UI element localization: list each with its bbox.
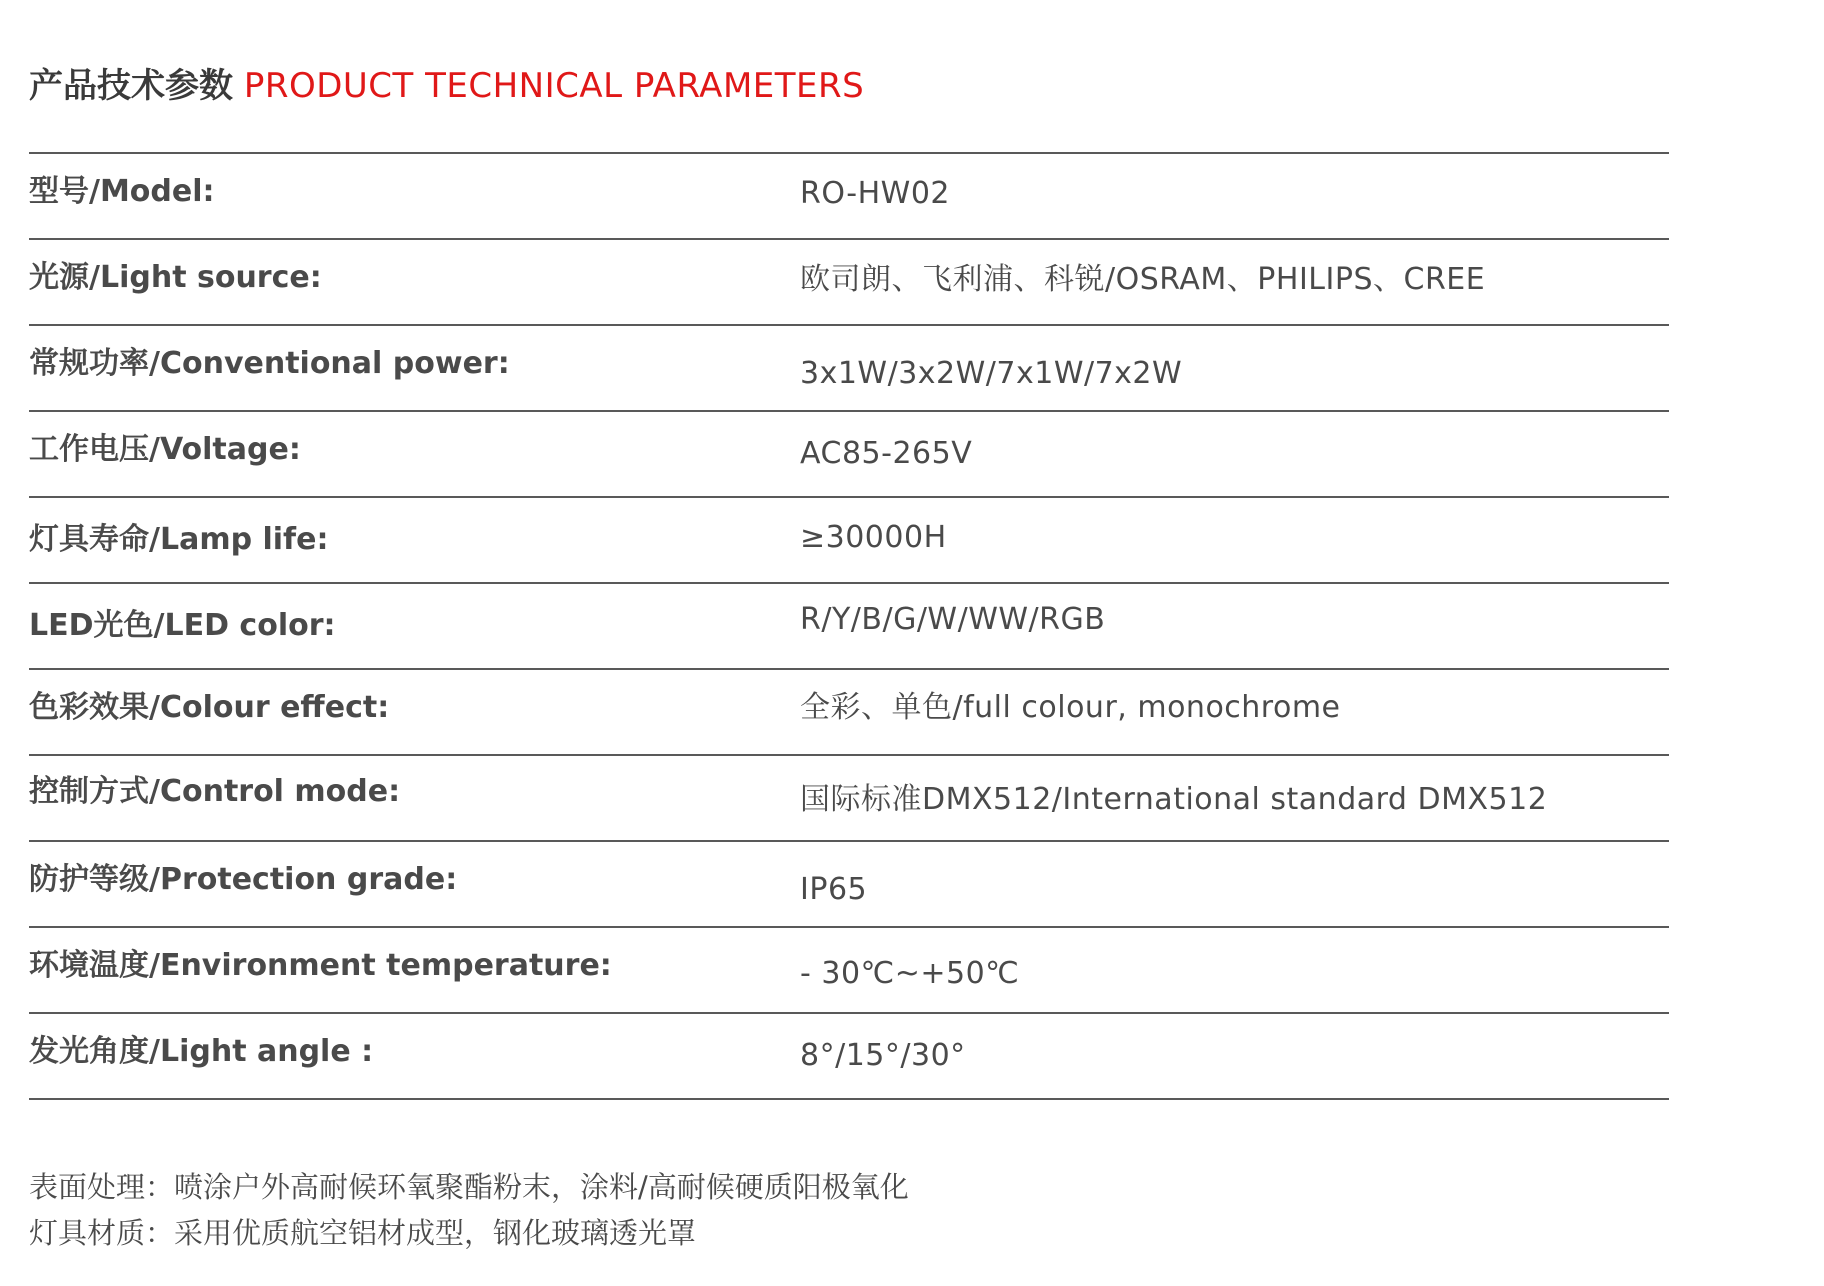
note-surface-treatment: 表面处理：喷涂户外高耐候环氧聚酯粉末，涂料/高耐候硬质阳极氧化: [29, 1170, 909, 1204]
spec-label: 环境温度/Environment temperature:: [29, 948, 612, 983]
spec-label: 灯具寿命/Lamp life:: [29, 522, 329, 557]
spec-row-control-mode: [29, 756, 1669, 842]
spec-value: IP65: [800, 872, 868, 907]
spec-label: 型号/Model:: [29, 174, 215, 209]
spec-value: AC85-265V: [800, 436, 973, 471]
spec-value: - 30℃~+50℃: [800, 956, 1020, 991]
spec-label: 防护等级/Protection grade:: [29, 862, 458, 897]
heading-chinese: 产品技术参数: [29, 66, 233, 106]
spec-label: 常规功率/Conventional power:: [29, 346, 510, 381]
spec-row-environment-temperature: [29, 928, 1669, 1014]
spec-label: 发光角度/Light angle :: [29, 1034, 374, 1069]
spec-row-lamp-life: [29, 498, 1669, 584]
spec-value: 3x1W/3x2W/7x1W/7x2W: [800, 356, 1183, 391]
spec-value: ≥30000H: [800, 520, 947, 555]
spec-row-power: [29, 326, 1669, 412]
spec-label: LED光色/LED color:: [29, 608, 336, 643]
spec-value: 8°/15°/30°: [800, 1038, 966, 1073]
spec-label: 工作电压/Voltage:: [29, 432, 301, 467]
spec-table: [29, 152, 1669, 1100]
section-heading: [29, 62, 864, 110]
spec-row-led-color: [29, 584, 1669, 670]
spec-row-colour-effect: [29, 670, 1669, 756]
spec-value: RO-HW02: [800, 176, 951, 211]
material-notes: [29, 1164, 909, 1256]
spec-value: 欧司朗、飞利浦、科锐/OSRAM、PHILIPS、CREE: [800, 262, 1486, 297]
spec-row-model: [29, 154, 1669, 240]
heading-english: PRODUCT TECHNICAL PARAMETERS: [243, 66, 865, 106]
spec-value: 国际标准DMX512/International standard DMX512: [800, 782, 1548, 817]
spec-value: R/Y/B/G/W/WW/RGB: [800, 602, 1106, 637]
spec-value: 全彩、单色/full colour, monochrome: [800, 690, 1341, 725]
spec-row-light-angle: [29, 1014, 1669, 1100]
spec-row-voltage: [29, 412, 1669, 498]
spec-row-light-source: [29, 240, 1669, 326]
note-lamp-material: 灯具材质：采用优质航空铝材成型，钢化玻璃透光罩: [29, 1216, 697, 1250]
spec-label: 控制方式/Control mode:: [29, 774, 401, 809]
spec-label: 色彩效果/Colour effect:: [29, 690, 390, 725]
spec-row-protection-grade: [29, 842, 1669, 928]
spec-label: 光源/Light source:: [29, 260, 322, 295]
